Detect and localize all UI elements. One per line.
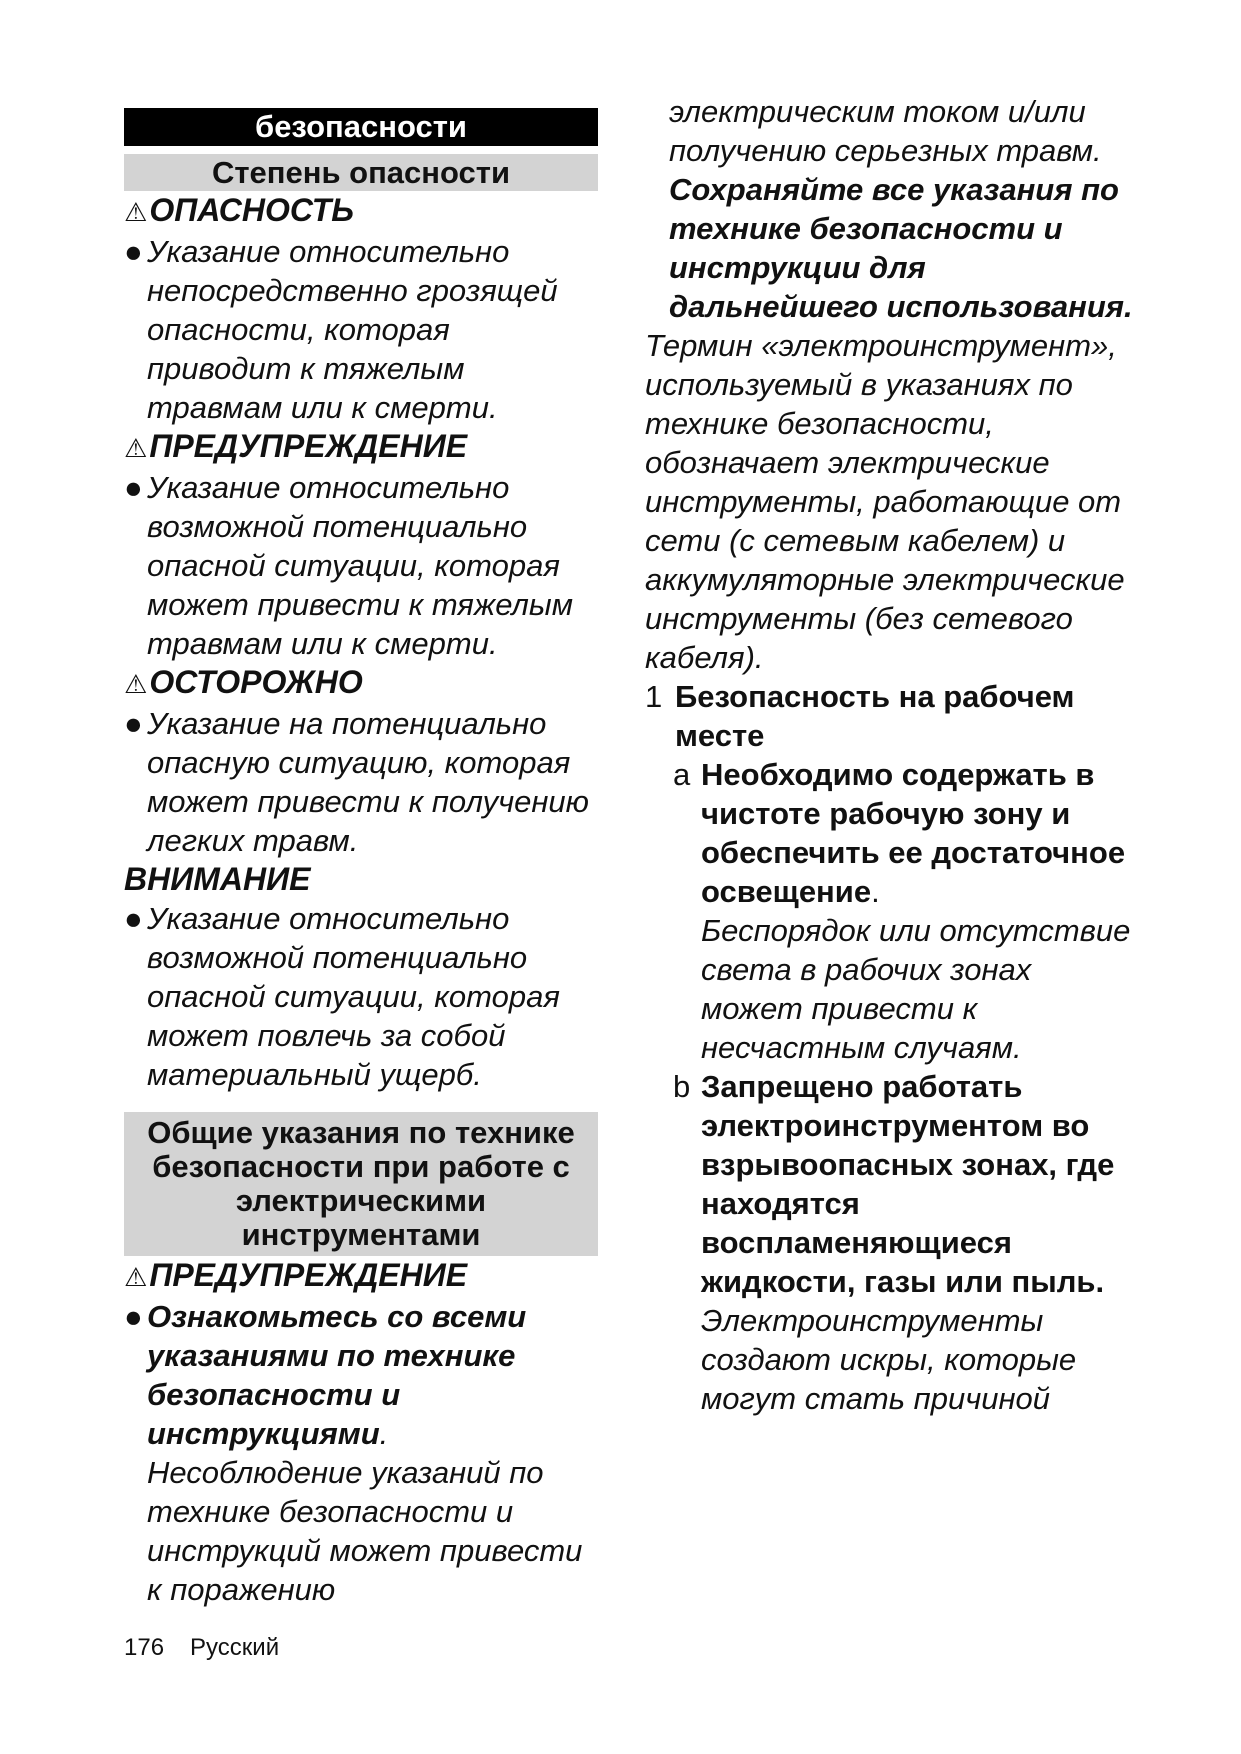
bullet-icon: ● (124, 470, 143, 505)
warning-triangle-icon: ⚠ (124, 197, 148, 227)
item-a-letter: a (673, 757, 691, 792)
section-header-danger-levels: Степень опасности (124, 154, 598, 191)
section-header-black: безопасности (124, 108, 598, 146)
continued-text: электрическим током и/или получению серьезных травм. (669, 94, 1102, 168)
warning-triangle-icon: ⚠ (124, 433, 148, 463)
danger-title: ОПАСНОСТЬ (149, 192, 354, 228)
item-a-title: Необходимо содержать в чистоте рабочую зону и обеспечить ее достаточное освещение (701, 757, 1126, 909)
section-1-title: Безопасность на рабочем месте (675, 679, 1075, 753)
warning-description (124, 468, 598, 663)
item-b-letter: b (673, 1069, 691, 1104)
general-warning-bold: Ознакомьтесь со всеми указаниями по технике безопасности и инструкциями (147, 1299, 527, 1451)
item-a-period: . (871, 874, 880, 909)
caution-signal (124, 663, 598, 704)
left-column (124, 108, 598, 1609)
item-b-description: Электроинструменты создают искры, которые могут стать причиной (701, 1303, 1077, 1416)
danger-text: Указание относительно непосредственно грозящей опасности, которая приводит к тяжелым травмам или к смерти. (147, 234, 558, 425)
page-footer (124, 1634, 305, 1662)
notice-title: ВНИМАНИЕ (124, 861, 311, 897)
danger-signal (124, 191, 598, 232)
item-b-title: Запрещено работать электроинструментом во взрывоопасных зонах, где находятся воспламеняющиеся жидкости, газы или пыль. (701, 1069, 1115, 1299)
caution-title: ОСТОРОЖНО (149, 664, 363, 700)
general-warning-text: Несоблюдение указаний по технике безопасности и инструкций может привести к поражению (147, 1455, 583, 1607)
danger-description (124, 232, 598, 427)
continued-warning (645, 92, 1135, 326)
item-a-description: Беспорядок или отсутствие света в рабочих зонах может привести к несчастным случаям. (701, 913, 1131, 1065)
warning-triangle-icon: ⚠ (124, 669, 148, 699)
warning-text: Указание относительно возможной потенциально опасной ситуации, которая может привести к тяжелым травмам или к смерти. (147, 470, 573, 661)
footer-language: Русский (190, 1634, 280, 1661)
bullet-icon: ● (124, 901, 143, 936)
warning-title: ПРЕДУПРЕЖДЕНИЕ (149, 428, 468, 464)
caution-description (124, 704, 598, 860)
term-definition: Термин «электроинструмент», используемый в указаниях по технике безопасности, обозначает электрические инструменты, работающие от сети (с сетевым кабелем) и аккумуляторные электрические инструменты (без сетевого кабеля). (645, 328, 1125, 675)
general-warning-description (124, 1297, 598, 1609)
general-warning-signal (124, 1256, 598, 1297)
continued-bold: Сохраняйте все указания по технике безопасности и инструкции для дальнейшего использования. (669, 172, 1133, 324)
item-b (645, 1067, 1135, 1301)
section-1 (645, 677, 1135, 755)
notice-text: Указание относительно возможной потенциально опасной ситуации, которая может повлечь за собой материальный ущерб. (147, 901, 560, 1092)
warning-triangle-icon: ⚠ (124, 1262, 148, 1292)
bullet-icon: ● (124, 234, 143, 269)
notice-description (124, 899, 598, 1094)
general-warning-period: . (379, 1416, 389, 1451)
section-1-number: 1 (645, 679, 663, 714)
page-number: 176 (124, 1634, 165, 1661)
bullet-icon: ● (124, 1299, 143, 1334)
caution-text: Указание на потенциально опасную ситуацию, которая может привести к получению легких травм. (147, 706, 589, 858)
section-header-general-safety: Общие указания по технике безопасности при работе с электрическими инструментами (124, 1112, 598, 1256)
bullet-icon: ● (124, 706, 143, 741)
warning-signal (124, 427, 598, 468)
item-a (645, 755, 1135, 911)
notice-signal (124, 860, 598, 899)
right-column (645, 92, 1135, 1418)
general-warning-title: ПРЕДУПРЕЖДЕНИЕ (149, 1257, 468, 1293)
